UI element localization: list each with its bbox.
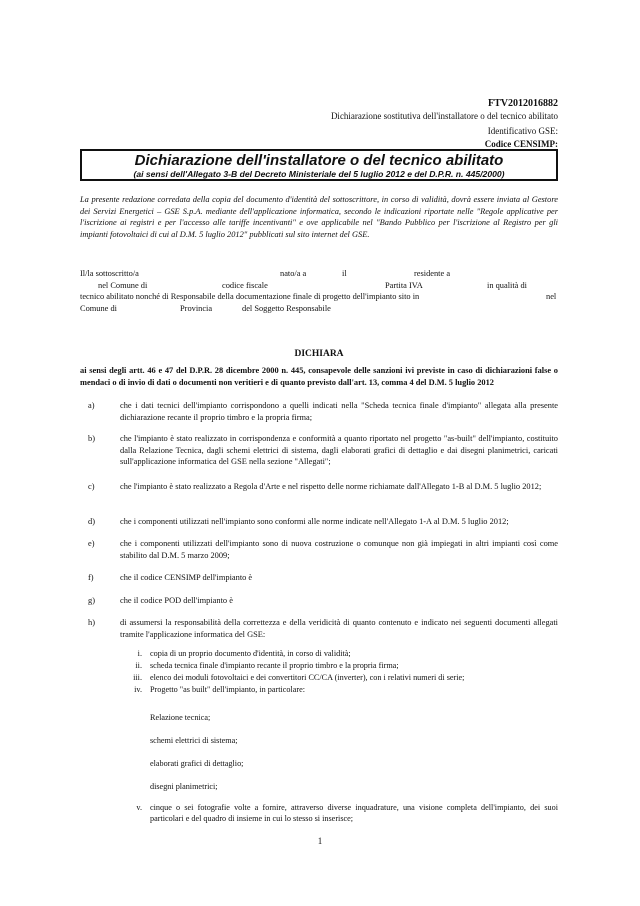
province-label: Provincia [180,303,213,313]
project-doc-item: schemi elettrici di sistema; [150,736,238,745]
subitem-label: v. [136,803,142,812]
municipality-label: nel Comune di [98,280,148,290]
title-box [80,149,558,181]
item-text: che il codice POD dell'impianto è [120,596,233,605]
subitem-label: i. [137,649,142,658]
subitem-text: Progetto "as built" dell'impianto, in particolare: [150,685,306,694]
item-label: d) [88,517,95,526]
header-subtitle: Dichiarazione sostitutiva dell'installatore o del tecnico abilitato [330,111,558,121]
subitem-text: scheda tecnica finale d'impianto recante il proprio timbro e la propria firma; [150,661,399,670]
page-subtitle: (ai sensi dell'Allegato 3-B del Decreto Ministeriale del 5 luglio 2012 e del D.P.R. n. 445/2000) [133,169,505,179]
item-text: che i dati tecnici dell'impianto corrispondono a quelli indicati nella "Scheda tecnica finale d'impianto" allegata alla presente dichiarazione recante il proprio timbro e la propria firma; [120,401,558,422]
page-title: Dichiarazione dell'installatore o del tecnico abilitato [134,152,504,169]
censimp-code: Codice CENSIMP: [484,139,558,149]
subitem-label: iii. [133,673,142,682]
gse-identifier: Identificativo GSE: [487,126,558,136]
page-number: 1 [317,836,323,846]
project-doc-item: Relazione tecnica; [150,713,211,722]
subitem-label: iv. [134,685,142,694]
item-text: che il codice CENSIMP dell'impianto è [120,573,253,582]
technician-statement: tecnico abilitato nonché di Responsabile della documentazione finale di progetto dell'impianto sito in [80,292,420,301]
item-label: a) [88,401,95,410]
item-text: che i componenti utilizzati dell'impianto sono di nuova costruzione o comunque non già impiegati in altri impianti così come stabilito dal D.M. 5 marzo 2009; [120,539,558,560]
project-doc-item: disegni planimetrici; [150,782,218,791]
tax-code-label: codice fiscale [222,280,268,290]
item-label: h) [88,618,95,627]
item-text: che i componenti utilizzati nell'impianto sono conformi alle norme indicate nell'Allegato 1-A al D.M. 5 luglio 2012; [120,517,509,526]
birthplace-label: nato/a a [280,269,307,278]
legal-basis-paragraph: ai sensi degli artt. 46 e 47 del D.P.R. 28 dicembre 2000 n. 445, consapevole delle sanzioni ivi previste in caso di dichiarazioni false o mendaci o di invio di dati o documenti non veritieri e di quanto previsto dall'art. 13, comma 4 del D.M. 5 luglio 2012 [80,366,558,387]
item-label: f) [88,573,94,582]
responsible-subject-label: del Soggetto Responsabile [242,303,331,313]
subitem-label: ii. [135,661,142,670]
subitem-text: cinque o sei fotografie volte a fornire, attraverso diverse inquadrature, una visione completa dell'impianto, dei suoi particolari e del quadro di insieme in cui lo stesso si inserisce; [150,803,558,824]
project-doc-item: elaborati grafici di dettaglio; [150,759,244,768]
signatory-label: Il/la sottoscritto/a [80,269,139,278]
in-label: nel [546,292,557,301]
item-text: che l'impianto è stato realizzato a Regola d'Arte e nel rispetto delle norme richiamate dall'Allegato 1-B al D.M. 5 luglio 2012; [120,482,542,491]
item-label: b) [88,434,95,443]
item-label: g) [88,596,95,605]
subitem-text: copia di un proprio documento d'identità, in corso di validità; [150,649,351,658]
declares-heading: DICHIARA [294,349,344,359]
item-label: e) [88,539,95,548]
item-text: che l'impianto è stato realizzato in corrispondenza e conformità a quanto riportato nel progetto "as-built" dell'impianto, costituito dalla Relazione Tecnica, dagli schemi elettrici di sistema, dagli elaborati grafici di dettaglio e dai disegni planimetrici, caricati sull'applicazione informatica del GSE nella sezione "Allegati"; [120,434,558,466]
vat-label: Partita IVA [385,280,423,290]
subitem-text: elenco dei moduli fotovoltaici e dei convertitori CC/CA (inverter), con i relativi numeri di serie; [150,673,465,682]
signatory-block [80,268,558,314]
item-label: c) [88,482,95,491]
residence-label: residente a [414,269,451,278]
plant-municipality-label: Comune di [80,303,117,313]
practice-code: FTV2012016882 [488,98,558,109]
birthdate-label: il [342,269,347,278]
intro-paragraph: La presente redazione corredata della copia del documento d'identità del sottoscrittore, in corso di validità, dovrà essere inviata al Gestore dei Servizi Energetici – GSE S.p.A. mediante dell'applicazione informatica, secondo le indicazioni riportate nelle "Regole applicative per l'iscrizione ai registri e per l'accesso alle tariffe incentivanti" e ove applicabile nel "Bando Pubblico per l'iscrizione al Registro per gli impianti fotovoltaici di cui al D.M. 5 luglio 2012" pubblicati sul sito internet del GSE. [80,195,558,239]
role-label: in qualità di [487,280,528,290]
item-text: di assumersi la responsabilità della correttezza e della veridicità di quanto contenuto e indicato nei seguenti documenti allegati tramite l'applicazione informatica del GSE: [120,618,558,639]
